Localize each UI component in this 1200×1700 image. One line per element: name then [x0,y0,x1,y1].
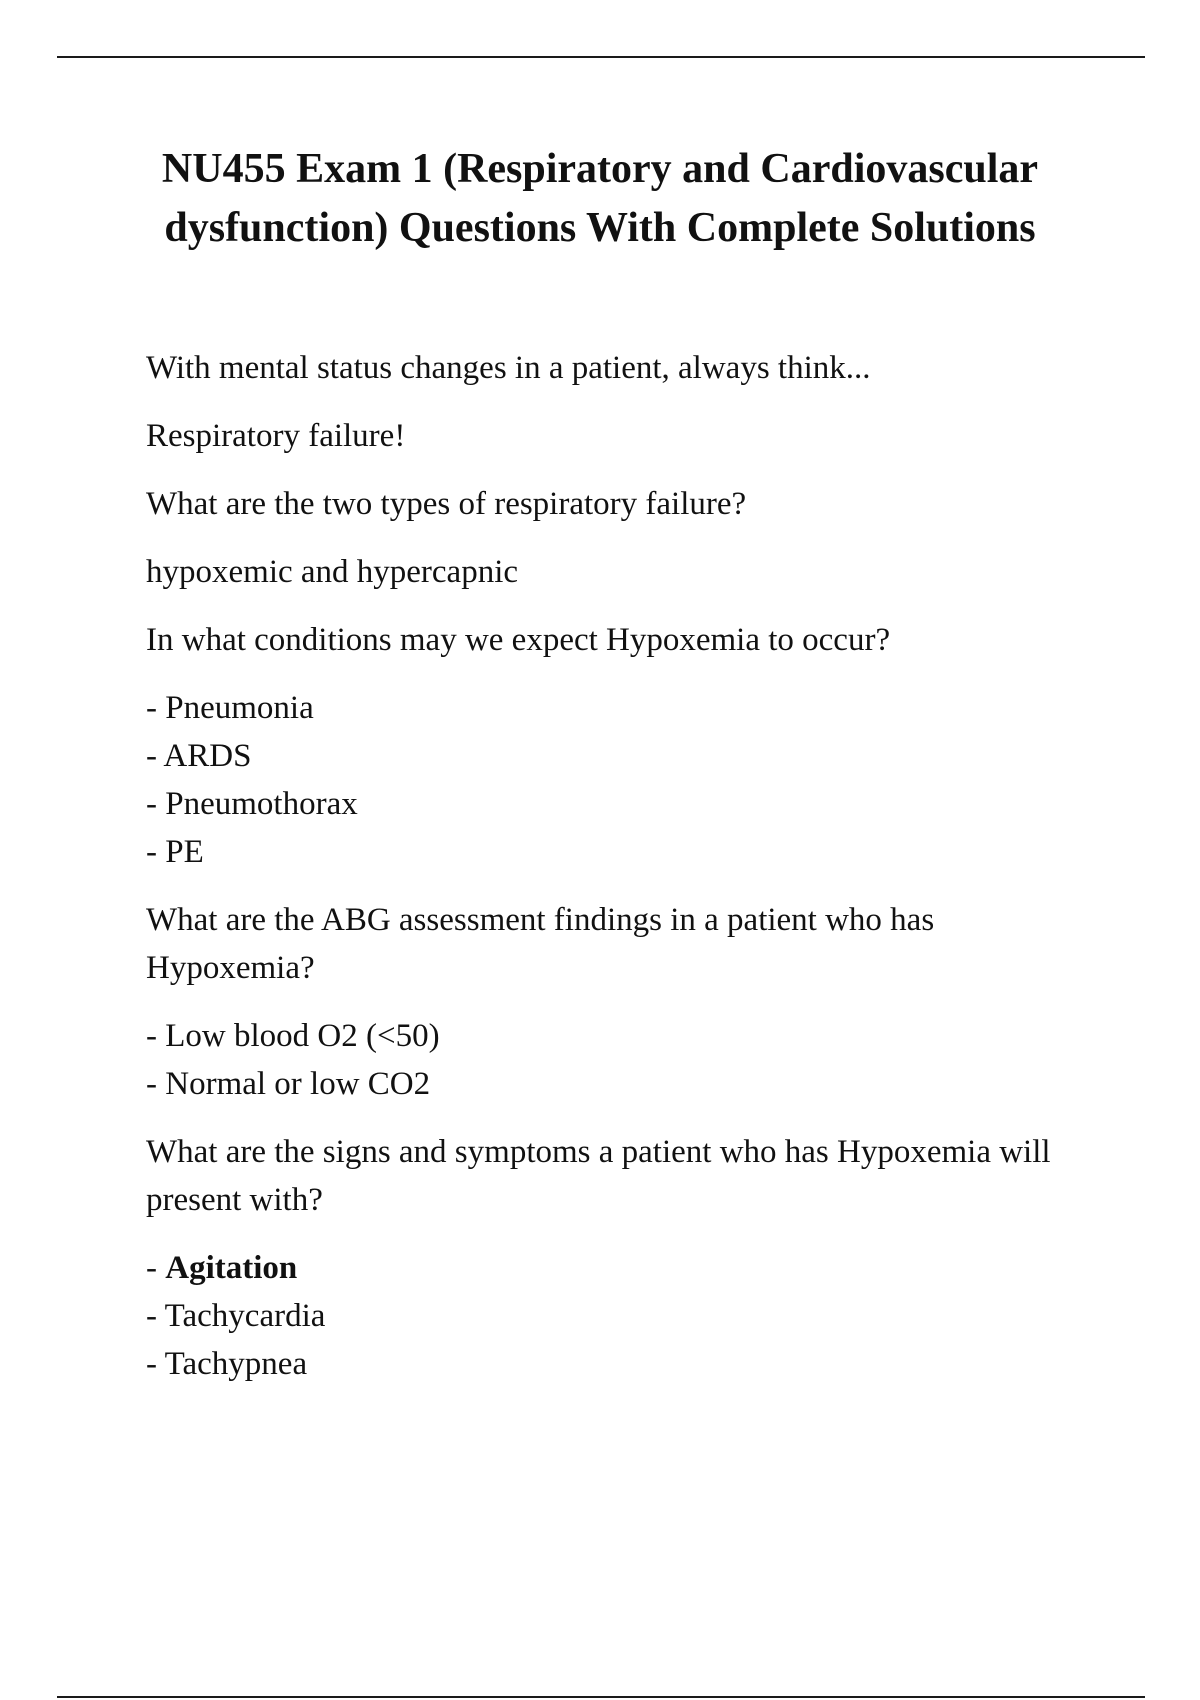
list-item: - ARDS [146,738,252,774]
question-5: What are the signs and symptoms a patient who has Hypoxemia will present with? [146,1134,1051,1218]
list-item: - Normal or low CO2 [146,1066,431,1102]
answer-2: hypoxemic and hypercapnic [146,554,519,590]
question-2: What are the two types of respiratory failure? [146,486,747,522]
list-item: - Tachypnea [146,1346,308,1382]
list-item: - Tachycardia [146,1298,326,1334]
list-item: - Pneumothorax [146,786,358,822]
answer-3-list [146,684,1096,876]
footer-rule [57,1696,1145,1698]
title-line-2: dysfunction) Questions With Complete Solutions [164,205,1036,251]
question-4: What are the ABG assessment findings in a patient who has Hypoxemia? [146,902,935,986]
list-item: - Pneumonia [146,690,314,726]
qa-content [146,344,1096,1408]
list-dash: - [146,1250,166,1286]
answer-1: Respiratory failure! [146,418,406,454]
question-1: With mental status changes in a patient, always think... [146,350,871,386]
list-item: - PE [146,834,204,870]
document-title [0,140,1200,258]
list-item [146,1244,1096,1292]
list-item-bold-text: Agitation [165,1250,298,1286]
title-line-1: NU455 Exam 1 (Respiratory and Cardiovascular [161,146,1039,192]
answer-4-list [146,1012,1096,1108]
question-3: In what conditions may we expect Hypoxemia to occur? [146,622,891,658]
answer-5-list [146,1244,1096,1388]
header-rule [57,56,1145,58]
list-item: - Low blood O2 (<50) [146,1018,440,1054]
